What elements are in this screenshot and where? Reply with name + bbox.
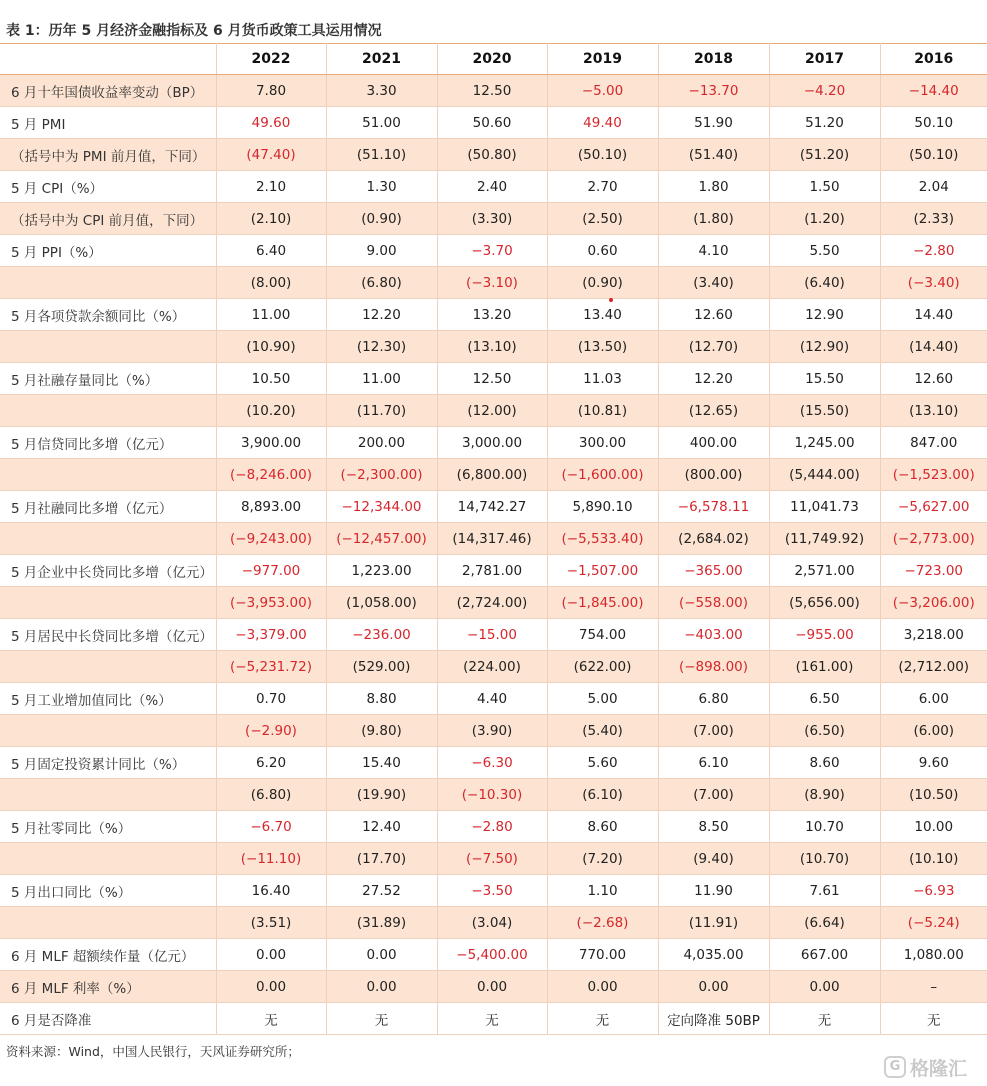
- value-cell-2019: 1.10: [547, 875, 658, 907]
- value-cell-2017: 667.00: [769, 939, 880, 971]
- value-cell-2016: 14.40: [880, 299, 987, 331]
- row-label: 6 月十年国债收益率变动（BP）: [0, 75, 216, 107]
- value-cell-2017: (11,749.92): [769, 523, 880, 555]
- value-cell-2017: (5,656.00): [769, 587, 880, 619]
- source-note: 资料来源：Wind，中国人民银行，天风证券研究所；: [6, 1044, 300, 1059]
- value-cell-2019: (622.00): [547, 651, 658, 683]
- row-label: [0, 267, 216, 299]
- value-cell-2016: (10.50): [880, 779, 987, 811]
- row-label: [0, 587, 216, 619]
- row-label: 6 月 MLF 利率（%）: [0, 971, 216, 1003]
- value-cell-2019: −5.00: [547, 75, 658, 107]
- value-cell-2018: (12.70): [658, 331, 769, 363]
- value-cell-2017: (1.20): [769, 203, 880, 235]
- row-label: [0, 395, 216, 427]
- value-cell-2022: (47.40): [216, 139, 326, 171]
- table-row: [0, 875, 987, 907]
- value-cell-2016: −14.40: [880, 75, 987, 107]
- value-cell-2017: (6.50): [769, 715, 880, 747]
- row-label: [0, 843, 216, 875]
- value-cell-2016: −723.00: [880, 555, 987, 587]
- value-cell-2017: (6.40): [769, 267, 880, 299]
- value-cell-2021: 12.20: [326, 299, 437, 331]
- value-cell-2022: (−8,246.00): [216, 459, 326, 491]
- table-row: [0, 363, 987, 395]
- watermark-text: 格隆汇: [910, 1057, 968, 1080]
- table-row: [0, 107, 987, 139]
- header-label-cell: [0, 44, 216, 75]
- value-cell-2018: 400.00: [658, 427, 769, 459]
- value-cell-2022: (6.80): [216, 779, 326, 811]
- header-year: 2021: [326, 44, 437, 75]
- row-label: 5 月居民中长贷同比多增（亿元）: [0, 619, 216, 651]
- value-cell-2016: 6.00: [880, 683, 987, 715]
- value-cell-2018: (11.91): [658, 907, 769, 939]
- value-cell-2021: 200.00: [326, 427, 437, 459]
- value-cell-2016: (6.00): [880, 715, 987, 747]
- value-cell-2021: 0.00: [326, 939, 437, 971]
- value-cell-2022: 6.40: [216, 235, 326, 267]
- table-row: [0, 139, 987, 171]
- value-cell-2019: 754.00: [547, 619, 658, 651]
- table-row: [0, 203, 987, 235]
- row-label: [0, 907, 216, 939]
- row-label: 6 月 MLF 超额续作量（亿元）: [0, 939, 216, 971]
- value-cell-2022: −6.70: [216, 811, 326, 843]
- value-cell-2019: (−1,600.00): [547, 459, 658, 491]
- header-row: [0, 44, 987, 75]
- value-cell-2018: (800.00): [658, 459, 769, 491]
- value-cell-2022: (10.90): [216, 331, 326, 363]
- value-cell-2022: 11.00: [216, 299, 326, 331]
- value-cell-2019: (13.50): [547, 331, 658, 363]
- value-cell-2020: −5,400.00: [437, 939, 547, 971]
- value-cell-2018: (−558.00): [658, 587, 769, 619]
- value-cell-2016: 3,218.00: [880, 619, 987, 651]
- value-cell-2017: 1,245.00: [769, 427, 880, 459]
- value-cell-2019: (−2.68): [547, 907, 658, 939]
- value-cell-2019: 0.60: [547, 235, 658, 267]
- red-dot-mark: [609, 298, 613, 302]
- value-cell-2022: (−3,953.00): [216, 587, 326, 619]
- value-cell-2017: 8.60: [769, 747, 880, 779]
- value-cell-2020: (3.30): [437, 203, 547, 235]
- value-cell-2021: 8.80: [326, 683, 437, 715]
- value-cell-2020: −3.70: [437, 235, 547, 267]
- value-cell-2022: 无: [216, 1003, 326, 1035]
- value-cell-2017: (5,444.00): [769, 459, 880, 491]
- value-cell-2018: −365.00: [658, 555, 769, 587]
- table-row: [0, 395, 987, 427]
- value-cell-2018: 12.20: [658, 363, 769, 395]
- value-cell-2018: (2,684.02): [658, 523, 769, 555]
- table-row: [0, 523, 987, 555]
- value-cell-2020: 12.50: [437, 363, 547, 395]
- value-cell-2019: (0.90): [547, 267, 658, 299]
- value-cell-2018: 8.50: [658, 811, 769, 843]
- value-cell-2022: (−5,231.72): [216, 651, 326, 683]
- value-cell-2021: (0.90): [326, 203, 437, 235]
- value-cell-2021: −236.00: [326, 619, 437, 651]
- value-cell-2022: (8.00): [216, 267, 326, 299]
- table-row: [0, 715, 987, 747]
- value-cell-2020: (−7.50): [437, 843, 547, 875]
- value-cell-2018: (3.40): [658, 267, 769, 299]
- value-cell-2021: 9.00: [326, 235, 437, 267]
- value-cell-2017: 10.70: [769, 811, 880, 843]
- value-cell-2020: 0.00: [437, 971, 547, 1003]
- value-cell-2020: −3.50: [437, 875, 547, 907]
- value-cell-2018: (7.00): [658, 715, 769, 747]
- row-label: 5 月固定投资累计同比（%）: [0, 747, 216, 779]
- value-cell-2021: (529.00): [326, 651, 437, 683]
- value-cell-2021: 15.40: [326, 747, 437, 779]
- header-year: 2016: [880, 44, 987, 75]
- value-cell-2016: 9.60: [880, 747, 987, 779]
- value-cell-2020: 2,781.00: [437, 555, 547, 587]
- table-row: [0, 779, 987, 811]
- value-cell-2021: (6.80): [326, 267, 437, 299]
- value-cell-2022: 0.00: [216, 971, 326, 1003]
- value-cell-2016: (2.33): [880, 203, 987, 235]
- header-year: 2019: [547, 44, 658, 75]
- value-cell-2016: 2.04: [880, 171, 987, 203]
- watermark: [884, 1053, 982, 1081]
- value-cell-2020: −15.00: [437, 619, 547, 651]
- value-cell-2021: 12.40: [326, 811, 437, 843]
- row-label: 5 月 CPI（%）: [0, 171, 216, 203]
- value-cell-2020: (50.80): [437, 139, 547, 171]
- value-cell-2018: 4.10: [658, 235, 769, 267]
- header-year: 2017: [769, 44, 880, 75]
- value-cell-2017: 0.00: [769, 971, 880, 1003]
- value-cell-2019: (6.10): [547, 779, 658, 811]
- value-cell-2019: 49.40: [547, 107, 658, 139]
- value-cell-2017: 7.61: [769, 875, 880, 907]
- row-label: 5 月社融同比多增（亿元）: [0, 491, 216, 523]
- value-cell-2019: −1,507.00: [547, 555, 658, 587]
- value-cell-2019: 无: [547, 1003, 658, 1035]
- indicator-table: [0, 43, 987, 1035]
- table-title: 表 1：历年 5 月经济金融指标及 6 月货币政策工具运用情况: [6, 23, 382, 39]
- value-cell-2020: (−3.10): [437, 267, 547, 299]
- value-cell-2017: (12.90): [769, 331, 880, 363]
- value-cell-2019: 5.60: [547, 747, 658, 779]
- value-cell-2017: 2,571.00: [769, 555, 880, 587]
- value-cell-2017: 15.50: [769, 363, 880, 395]
- value-cell-2016: (−3.40): [880, 267, 987, 299]
- watermark-logo-icon: G: [884, 1056, 906, 1078]
- row-label: （括号中为 CPI 前月值，下同）: [0, 203, 216, 235]
- value-cell-2020: (3.90): [437, 715, 547, 747]
- value-cell-2021: (−2,300.00): [326, 459, 437, 491]
- table-row: [0, 267, 987, 299]
- value-cell-2021: 0.00: [326, 971, 437, 1003]
- value-cell-2021: 27.52: [326, 875, 437, 907]
- value-cell-2020: (12.00): [437, 395, 547, 427]
- table-body: [0, 75, 987, 1035]
- value-cell-2018: (1.80): [658, 203, 769, 235]
- value-cell-2016: 10.00: [880, 811, 987, 843]
- value-cell-2020: 50.60: [437, 107, 547, 139]
- value-cell-2018: (9.40): [658, 843, 769, 875]
- value-cell-2021: −12,344.00: [326, 491, 437, 523]
- value-cell-2017: 5.50: [769, 235, 880, 267]
- value-cell-2021: 11.00: [326, 363, 437, 395]
- value-cell-2021: (1,058.00): [326, 587, 437, 619]
- value-cell-2017: (6.64): [769, 907, 880, 939]
- table-row: [0, 555, 987, 587]
- value-cell-2016: (50.10): [880, 139, 987, 171]
- value-cell-2021: 1,223.00: [326, 555, 437, 587]
- value-cell-2016: (10.10): [880, 843, 987, 875]
- value-cell-2021: 3.30: [326, 75, 437, 107]
- table-row: [0, 427, 987, 459]
- value-cell-2019: (7.20): [547, 843, 658, 875]
- value-cell-2019: 5.00: [547, 683, 658, 715]
- value-cell-2020: (13.10): [437, 331, 547, 363]
- table-row: [0, 235, 987, 267]
- value-cell-2021: 1.30: [326, 171, 437, 203]
- value-cell-2021: (−12,457.00): [326, 523, 437, 555]
- row-label: 6 月是否降准: [0, 1003, 216, 1035]
- value-cell-2021: (51.10): [326, 139, 437, 171]
- value-cell-2016: (−2,773.00): [880, 523, 987, 555]
- value-cell-2020: −2.80: [437, 811, 547, 843]
- table-row: [0, 1003, 987, 1035]
- value-cell-2021: (31.89): [326, 907, 437, 939]
- row-label: 5 月 PPI（%）: [0, 235, 216, 267]
- value-cell-2020: (6,800.00): [437, 459, 547, 491]
- value-cell-2022: (−11.10): [216, 843, 326, 875]
- value-cell-2020: 14,742.27: [437, 491, 547, 523]
- value-cell-2022: 0.70: [216, 683, 326, 715]
- value-cell-2016: (−1,523.00): [880, 459, 987, 491]
- value-cell-2019: (10.81): [547, 395, 658, 427]
- row-label: [0, 651, 216, 683]
- value-cell-2020: (224.00): [437, 651, 547, 683]
- value-cell-2017: 6.50: [769, 683, 880, 715]
- value-cell-2016: −6.93: [880, 875, 987, 907]
- value-cell-2021: 51.00: [326, 107, 437, 139]
- value-cell-2016: 847.00: [880, 427, 987, 459]
- table-row: [0, 587, 987, 619]
- value-cell-2022: −3,379.00: [216, 619, 326, 651]
- value-cell-2022: 49.60: [216, 107, 326, 139]
- value-cell-2018: −13.70: [658, 75, 769, 107]
- value-cell-2022: −977.00: [216, 555, 326, 587]
- row-label: 5 月社零同比（%）: [0, 811, 216, 843]
- table-row: [0, 619, 987, 651]
- value-cell-2016: 无: [880, 1003, 987, 1035]
- value-cell-2022: 10.50: [216, 363, 326, 395]
- value-cell-2020: −6.30: [437, 747, 547, 779]
- value-cell-2019: 0.00: [547, 971, 658, 1003]
- value-cell-2017: (15.50): [769, 395, 880, 427]
- value-cell-2019: (2.50): [547, 203, 658, 235]
- value-cell-2016: –: [880, 971, 987, 1003]
- row-label: （括号中为 PMI 前月值，下同）: [0, 139, 216, 171]
- value-cell-2020: 4.40: [437, 683, 547, 715]
- row-label: [0, 779, 216, 811]
- value-cell-2019: 5,890.10: [547, 491, 658, 523]
- value-cell-2019: 2.70: [547, 171, 658, 203]
- value-cell-2016: 1,080.00: [880, 939, 987, 971]
- value-cell-2019: (50.10): [547, 139, 658, 171]
- value-cell-2017: 51.20: [769, 107, 880, 139]
- value-cell-2017: 无: [769, 1003, 880, 1035]
- value-cell-2017: (10.70): [769, 843, 880, 875]
- value-cell-2022: (−9,243.00): [216, 523, 326, 555]
- value-cell-2017: 12.90: [769, 299, 880, 331]
- value-cell-2022: 2.10: [216, 171, 326, 203]
- value-cell-2016: 12.60: [880, 363, 987, 395]
- value-cell-2017: 1.50: [769, 171, 880, 203]
- value-cell-2016: (2,712.00): [880, 651, 987, 683]
- value-cell-2016: (−5.24): [880, 907, 987, 939]
- header-year: 2018: [658, 44, 769, 75]
- value-cell-2021: (12.30): [326, 331, 437, 363]
- header-year: 2022: [216, 44, 326, 75]
- value-cell-2016: −2.80: [880, 235, 987, 267]
- row-label: 5 月企业中长贷同比多增（亿元）: [0, 555, 216, 587]
- value-cell-2021: (19.90): [326, 779, 437, 811]
- value-cell-2022: 7.80: [216, 75, 326, 107]
- header-year: 2020: [437, 44, 547, 75]
- value-cell-2018: 定向降准 50BP: [658, 1003, 769, 1035]
- value-cell-2022: 3,900.00: [216, 427, 326, 459]
- value-cell-2018: −403.00: [658, 619, 769, 651]
- table-row: [0, 843, 987, 875]
- value-cell-2017: (8.90): [769, 779, 880, 811]
- value-cell-2020: 2.40: [437, 171, 547, 203]
- value-cell-2022: (2.10): [216, 203, 326, 235]
- value-cell-2016: −5,627.00: [880, 491, 987, 523]
- value-cell-2022: 16.40: [216, 875, 326, 907]
- table-row: [0, 651, 987, 683]
- value-cell-2017: (51.20): [769, 139, 880, 171]
- row-label: 5 月工业增加值同比（%）: [0, 683, 216, 715]
- row-label: 5 月各项贷款余额同比（%）: [0, 299, 216, 331]
- table-row: [0, 75, 987, 107]
- value-cell-2020: 12.50: [437, 75, 547, 107]
- value-cell-2017: −955.00: [769, 619, 880, 651]
- table-row: [0, 491, 987, 523]
- value-cell-2021: (17.70): [326, 843, 437, 875]
- value-cell-2022: 0.00: [216, 939, 326, 971]
- table-row: [0, 747, 987, 779]
- value-cell-2022: 6.20: [216, 747, 326, 779]
- table-row: [0, 971, 987, 1003]
- table-row: [0, 331, 987, 363]
- value-cell-2021: (9.80): [326, 715, 437, 747]
- value-cell-2018: −6,578.11: [658, 491, 769, 523]
- value-cell-2021: (11.70): [326, 395, 437, 427]
- table-row: [0, 907, 987, 939]
- table-row: [0, 939, 987, 971]
- value-cell-2019: (5.40): [547, 715, 658, 747]
- table-row: [0, 683, 987, 715]
- value-cell-2022: (3.51): [216, 907, 326, 939]
- table-row: [0, 459, 987, 491]
- value-cell-2019: (−5,533.40): [547, 523, 658, 555]
- value-cell-2018: 12.60: [658, 299, 769, 331]
- value-cell-2016: (14.40): [880, 331, 987, 363]
- value-cell-2020: 无: [437, 1003, 547, 1035]
- value-cell-2019: (−1,845.00): [547, 587, 658, 619]
- value-cell-2017: 11,041.73: [769, 491, 880, 523]
- value-cell-2018: (−898.00): [658, 651, 769, 683]
- row-label: [0, 459, 216, 491]
- value-cell-2016: 50.10: [880, 107, 987, 139]
- row-label: [0, 523, 216, 555]
- value-cell-2018: 6.10: [658, 747, 769, 779]
- value-cell-2018: (12.65): [658, 395, 769, 427]
- value-cell-2018: (51.40): [658, 139, 769, 171]
- row-label: 5 月信贷同比多增（亿元）: [0, 427, 216, 459]
- row-label: [0, 715, 216, 747]
- value-cell-2016: (−3,206.00): [880, 587, 987, 619]
- table-row: [0, 811, 987, 843]
- value-cell-2022: 8,893.00: [216, 491, 326, 523]
- table-row: [0, 171, 987, 203]
- row-label: 5 月出口同比（%）: [0, 875, 216, 907]
- value-cell-2016: (13.10): [880, 395, 987, 427]
- value-cell-2017: −4.20: [769, 75, 880, 107]
- value-cell-2022: (−2.90): [216, 715, 326, 747]
- table-row: [0, 299, 987, 331]
- value-cell-2018: 0.00: [658, 971, 769, 1003]
- value-cell-2020: 13.20: [437, 299, 547, 331]
- value-cell-2018: 51.90: [658, 107, 769, 139]
- value-cell-2020: (14,317.46): [437, 523, 547, 555]
- value-cell-2020: (3.04): [437, 907, 547, 939]
- value-cell-2019: 300.00: [547, 427, 658, 459]
- value-cell-2019: 13.40: [547, 299, 658, 331]
- value-cell-2017: (161.00): [769, 651, 880, 683]
- value-cell-2021: 无: [326, 1003, 437, 1035]
- value-cell-2018: 4,035.00: [658, 939, 769, 971]
- value-cell-2018: (7.00): [658, 779, 769, 811]
- row-label: 5 月社融存量同比（%）: [0, 363, 216, 395]
- value-cell-2020: (2,724.00): [437, 587, 547, 619]
- value-cell-2018: 11.90: [658, 875, 769, 907]
- value-cell-2019: 8.60: [547, 811, 658, 843]
- value-cell-2020: (−10.30): [437, 779, 547, 811]
- value-cell-2020: 3,000.00: [437, 427, 547, 459]
- value-cell-2019: 770.00: [547, 939, 658, 971]
- value-cell-2019: 11.03: [547, 363, 658, 395]
- row-label: 5 月 PMI: [0, 107, 216, 139]
- value-cell-2018: 1.80: [658, 171, 769, 203]
- row-label: [0, 331, 216, 363]
- value-cell-2018: 6.80: [658, 683, 769, 715]
- value-cell-2022: (10.20): [216, 395, 326, 427]
